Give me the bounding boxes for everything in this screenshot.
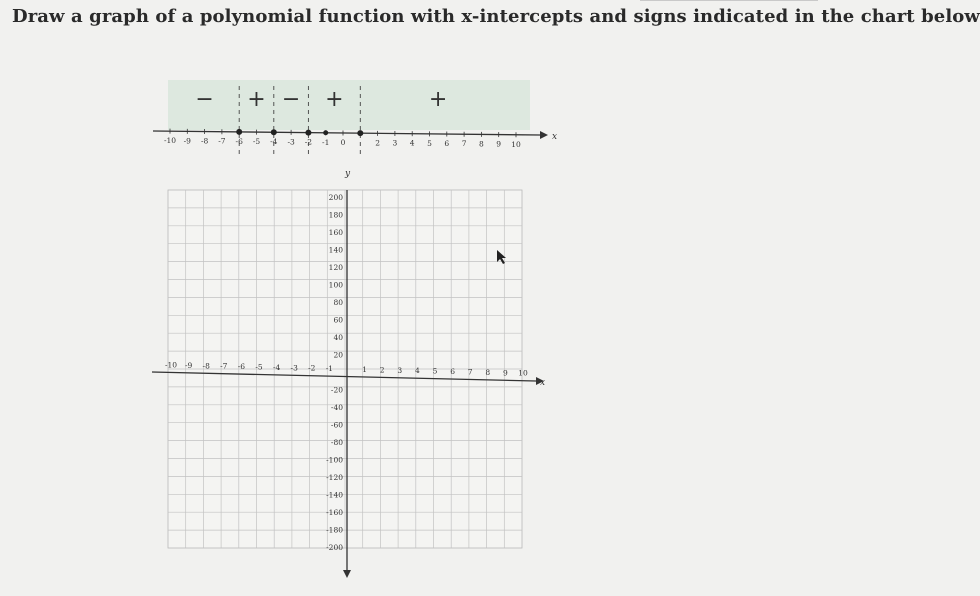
sign-chart-tick-label: -8 [200,136,209,146]
y-tick-label: 20 [333,350,343,360]
sign-chart-tick-label: 9 [496,139,502,149]
x-tick-label: -10 [164,360,178,370]
y-tick-label: -60 [330,420,343,430]
y-tick-label: -80 [330,438,343,448]
sign-chart [153,80,557,158]
sign-chart-arrow-right-icon [540,131,548,139]
y-tick-label: -160 [326,508,343,518]
y-tick-label: 60 [333,315,343,325]
x-intercept-point [357,130,363,136]
sign-chart-tick-label: -4 [270,137,278,147]
x-intercept-point [305,130,311,136]
y-tick-label: 120 [328,262,343,272]
sign-chart-tick-label: 6 [444,139,450,149]
x-tick-label: -4 [272,362,281,372]
sign-chart-tick-label: -6 [235,136,243,146]
y-tick-label: 140 [328,245,343,255]
y-tick-label: -120 [326,473,343,483]
sign-chart-tick-label: -5 [252,137,261,147]
y-tick-label: 100 [328,280,343,290]
x-tick-label: 9 [503,368,508,378]
x-tick-label: 5 [432,366,438,376]
y-tick-label: 200 [328,192,343,202]
interval-sign: + [428,87,448,112]
sign-chart-tick-label: 2 [375,138,380,148]
x-tick-label: -5 [255,362,263,372]
x-tick-label: -8 [202,361,210,371]
x-tick-label: 6 [450,367,455,377]
y-axis-arrow-icon [343,570,351,578]
y-tick-label: -100 [326,455,343,465]
x-tick-label: 10 [518,368,528,378]
sign-chart-tick-label: -7 [218,136,226,146]
y-tick-label: -20 [330,385,343,395]
x-tick-label: 2 [379,365,385,375]
y-tick-label: -200 [326,543,343,553]
sign-chart-tick-label: 7 [461,139,467,149]
sign-chart-tick-label: 8 [479,139,484,149]
x-tick-label: -1 [325,364,334,374]
x-tick-label: 7 [467,367,473,377]
interval-sign: + [247,87,266,112]
y-tick-label: 180 [328,210,343,220]
x-tick-label: -6 [237,362,246,372]
sign-chart-number-line [153,131,540,135]
sign-chart-tick-label: -1 [322,137,330,147]
x-tick-label: 8 [485,367,491,377]
x-tick-label: 1 [362,364,367,374]
y-tick-label: 40 [333,332,343,342]
interval-sign: − [281,87,301,112]
coordinate-grid[interactable] [152,169,545,578]
sign-chart-tick-label: 3 [392,138,398,148]
y-axis-label: y [345,169,351,179]
x-axis-label: x [540,378,546,388]
interval-sign: − [195,87,214,112]
sign-chart-tick-label: -2 [304,137,313,147]
sign-chart-point [323,130,328,135]
x-tick-label: -9 [184,360,193,370]
sign-chart-axis-label: x [552,132,558,142]
y-tick-label: 80 [333,297,343,307]
y-tick-label: -140 [326,490,343,500]
sign-chart-tick-label: 4 [409,138,415,148]
sign-chart-tick-label: -9 [183,136,191,146]
x-intercept-point [236,129,242,135]
y-tick-label: 160 [328,227,343,237]
sign-chart-tick-label: -3 [287,137,295,147]
sign-chart-tick-label: 0 [340,137,346,147]
y-tick-label: -40 [330,403,343,413]
sign-chart-tick-label: 5 [427,138,432,148]
x-tick-label: -7 [220,361,228,371]
x-tick-label: 3 [397,365,403,375]
x-intercept-point [271,129,277,135]
y-tick-label: -180 [326,525,343,535]
interval-sign: + [325,87,344,112]
problem-prompt: Draw a graph of a polynomial function with x-intercepts and signs indicated in the chart below [12,6,980,27]
x-tick-label: -3 [290,363,298,373]
x-tick-label: 4 [415,366,420,376]
sign-chart-tick-label: 10 [511,139,521,149]
sign-chart-box [168,80,530,130]
sign-chart-tick-label: -10 [163,136,177,146]
x-tick-label: -2 [308,363,316,373]
